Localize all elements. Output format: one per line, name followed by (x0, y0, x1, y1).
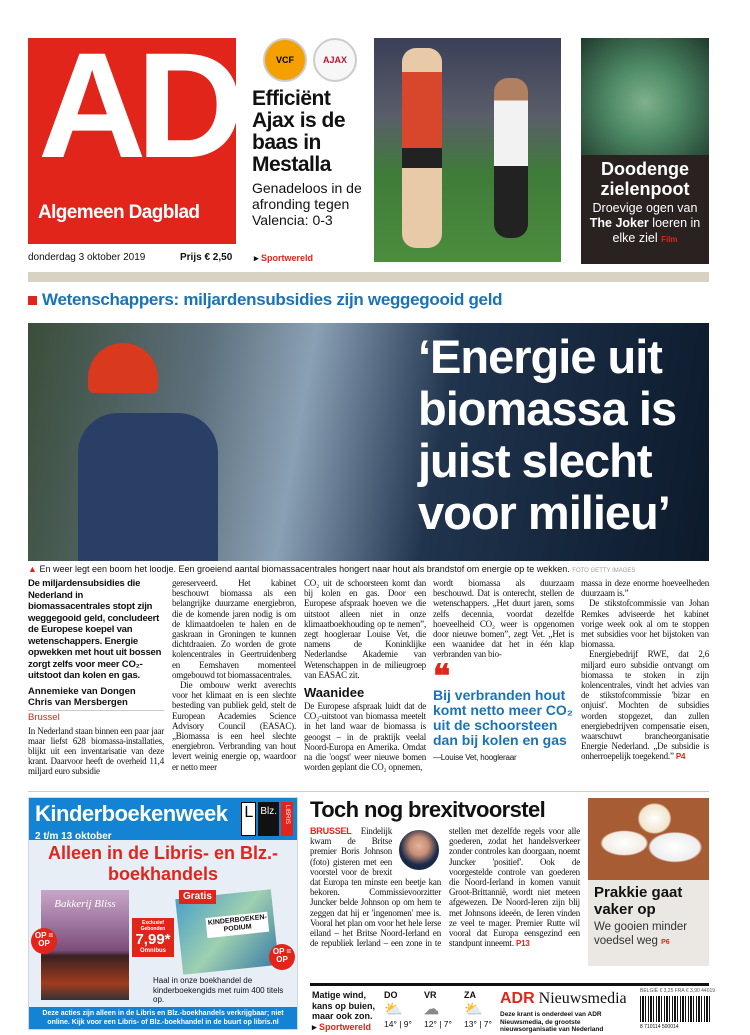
dateline: Brussel (28, 710, 164, 723)
page-ref-link[interactable]: P13 (515, 939, 530, 949)
paragraph: gereserveerd. Het kabinet beschouwt biomassa als een belangrijke duurzame energiebron, die de komende jaren nodig is om de klimaatdoelen te halen en de gaskraan in Groningen te kunnen dichtdraaien. Zo worden de grote kolencentrales in Geertruidenberg en Eemshaven momenteel omgebouwd tot biomassacentrales. (172, 578, 296, 680)
divider-bar (28, 272, 709, 282)
weather-day: DO ⛅ 14° | 9° (384, 990, 422, 1030)
article-intro: De miljardensubsidies die Nederland in biomassacentrales stopt zijn weggegooid geld, concludeert de Europese koepel van wetenschappers. Energie opwekken met hout uit bossen zorgt zelfs voor meer CO₂-uitstoot dan kolen en gas. (28, 578, 162, 681)
ad-logo: AD (38, 21, 235, 189)
adr-block: ADR Nieuwsmedia Deze krant is onderdeel van ADR Nieuwsmedia, de grootste nieuwsorganisatie van Nederland (500, 990, 627, 1033)
article-col-3 (304, 578, 426, 772)
paragraph: In Nederland staan binnen een paar jaar maar liefst 628 biomassa-installaties, blijkt uit een inventarisatie van deze krant. Daarvoor heeft de overheid 11,4 miljard euro subsidie (28, 725, 164, 777)
paragraph: De stikstofcommissie van Johan Remkes adviseerde het kabinet vorige week ook al om te stoppen met subsidies voor het bijstoken van biomassa. (581, 598, 709, 650)
article-headline: Toch nog brexitvoorstel (310, 797, 546, 822)
masthead-logo (28, 21, 236, 244)
barcode-number: 8 710114 500014 (640, 1024, 679, 1030)
headline-quote: ‘Energie uit biomassa is juist slecht voor milieu’ (418, 330, 677, 539)
worker-figure (78, 413, 218, 561)
section-link-sportwereld[interactable]: ▸ Sportwereld (312, 1022, 380, 1033)
price: Prijs € 2,50 (180, 252, 233, 263)
helmet (88, 343, 158, 393)
libris-logo: L (241, 802, 256, 836)
ad-title: Kinderboekenweek (35, 801, 228, 826)
book-cover: Bakkerij Bliss (41, 890, 129, 1000)
issue-date: donderdag 3 oktober 2019 (28, 252, 146, 263)
op-op-badge: OP = OP (31, 928, 57, 954)
hero-photo (28, 323, 709, 561)
top-story-kicker[interactable]: Wetenschappers: miljardensubsidies zijn weggegooid geld (28, 290, 502, 310)
subhead: Waanidee (304, 685, 365, 701)
ajax-logo: AJAX (313, 38, 357, 82)
pull-quote-author: —Louise Vet, hoogleraar (433, 752, 517, 762)
divider (28, 791, 709, 792)
sun-cloud-rain-icon: ⛅ (384, 1001, 403, 1018)
page-ref-link[interactable]: P6 (661, 939, 670, 946)
teaser-headline: Efficiënt Ajax is de baas in Mestalla (252, 87, 346, 176)
libris-logo-vertical: LIBRIS (281, 802, 293, 836)
joker-photo (581, 38, 709, 155)
ad-headline: Alleen in de Libris- en Blz.-boekhandels (47, 843, 279, 884)
football-photo (374, 38, 561, 262)
article-col-1 (28, 578, 164, 777)
op-op-badge: OP = OP (269, 944, 295, 970)
blz-logo: Blz. (258, 802, 279, 836)
paragraph: massa in deze enorme hoeveelheden duurzaam is.” (581, 578, 709, 599)
teaser-joker[interactable] (581, 38, 709, 264)
barcode (640, 996, 710, 1022)
photo-caption: ▲ En weer legt een boom het loodje. Een groeiend aantal biomassacentrales hongert naar hout als brandstof om energie op te wekken. FOTO GETTY IMAGES (28, 564, 636, 574)
teaser-sub: Droevige ogen van The Joker loeren in elke ziel Film (589, 201, 701, 245)
player-figure (402, 48, 442, 248)
paragraph: wordt biomassa als duurzaam beschouwd. Dat is onterecht, stellen de wetenschappers. „Het duurt jaren, soms zelfs decennia, voordat dezelfde hoeveelheid CO₂ weer is opgenomen door nieuwe bomen”, zegt Vet. „Het is een waanidee dat het in één klap verbranden van bio- (433, 578, 574, 660)
teaser-ajax[interactable] (252, 38, 368, 228)
section-link-film[interactable]: Film (661, 235, 678, 244)
player-figure (494, 78, 528, 238)
page-ref-link[interactable]: P4 (675, 752, 686, 762)
article-col-5 (581, 578, 709, 763)
teaser-sub: We gooien minder voedsel weg P6 (594, 921, 688, 947)
ad-footer: Deze acties zijn alleen in de Libris en Blz.-boekhandels verkrijgbaar; niet online. Kijk voor een Libris- of Blz.-boekhandel in de buurt op libris.nl (29, 1007, 297, 1029)
pull-quote: ❝ Bij verbranden hout komt netto meer CO₂ uit de schoorsteen dan bij kolen en gas (433, 657, 574, 748)
paragraph: Energiebedrijf RWE, dat 2,6 miljard euro subsidie ontvangt om biomassa te stoken in zijn kolencentrales, vindt het advies van de stikstofcommissie 'bizar en onjuist'. Mochten de subsidies worden stopgezet, dan zullen energiebedrijven compensatie eisen, waarschuwt brancheorganisatie Energie Nederland. „De subsidie is onherroepelijk toegekend.” P4 (581, 649, 709, 762)
article-body: BRUSSEL Eindelijk kwam de Britse premier Boris Johnson (foto) gisteren met een voorstel voor de brexit dat Europa ten minste een beetje kan bekoren. Commissievoorzitter Juncker belde Johnson op om hem te zeggen dat hij er 'ingenomen' mee is. Vooral het plan om voor het hele Ierse eiland – het Britse Noord-Ierland en de republiek Ierland – een zone in te stellen met dezelfde regels voor alle goederen, zodat het handelsverkeer zonder controles kan doorgaan, noemt Juncker 'positief'. Ook de voorgestelde controle van goederen die Noord-Ierland in komen vanuit Groot-Brittannië, wordt niet meteen afgewezen. De Noord-Ieren zijn blij met Johnsons ideeën, de Ieren vinden ze veel te mager. Premier Rutte wil vooral dat Europa eensgezind een standpunt inneemt. P13 (310, 826, 580, 949)
paragraph: Die ombouw werkt averechts voor het klimaat en is een slechte besteding van publiek geld, stelt de European Academies Science Advisory Council (EASAC). „Biomassa is een heel slechte energiebron. Verbranding van hout levert weinig energie op, waardoor er netto meer (172, 680, 296, 772)
weather-summary: Matige wind, kans op buien, maar ook zon. ▸ Sportwereld (312, 990, 380, 1032)
weather-day: VR ☁ 12° | 7° (424, 990, 462, 1030)
plates-photo (588, 798, 709, 880)
valencia-logo: VCF (263, 38, 307, 82)
article-col-2 (172, 578, 296, 772)
paper-name: Algemeen Dagblad (38, 202, 200, 223)
article-col-4 (433, 578, 574, 763)
teaser-prakkie[interactable] (588, 798, 709, 966)
adr-logo: ADR (500, 990, 535, 1007)
advertisement-kinderboekenweek[interactable] (28, 797, 298, 1030)
gratis-badge: Gratis (179, 890, 216, 904)
weather-day: ZA ⛅ 13° | 7° (464, 990, 502, 1030)
paragraph: CO₂ uit de schoorsteen komt dan bij kolen en gas. Door een Europese afspraak hoeven we die uitstoot alleen niet in onze klimaatboekhouding op te nemen”, zegt hoogleraar Louise Vet, die namens de Koninklijke Nederlandse Akademie van Wetenschappen in de milieugroep van EASAC zit. (304, 578, 426, 680)
magazine-cover: KINDERBOEKEN-PODIUM (175, 889, 278, 975)
quote-mark-icon: ❝ (433, 657, 451, 694)
price-tag: Exclusief Gebonden 7,99* Omnibus (132, 918, 174, 957)
teaser-sub: Genadeloos in de afronding tegen Valencia: 0-3 (252, 180, 362, 228)
brexit-article[interactable] (310, 797, 580, 949)
paragraph: De Europese afspraak luidt dat de CO₂-uitstoot van biomassa meetelt in het land waar de biomassa is geoogst – in de praktijk veelal Noord-Europa en Amerika. Omdat na die 'oogst' weer nieuwe bomen worden geplant die CO₂ opnemen, (304, 701, 426, 773)
section-link-sportwereld[interactable]: ▸ Sportwereld (254, 253, 313, 264)
boris-johnson-photo (397, 828, 441, 872)
teaser-headline: Doodenge zielenpoot (600, 159, 690, 199)
foreign-prices: BELGIË € 3,25 FRA € 3,90 44019 (640, 988, 716, 994)
divider-bar (310, 983, 709, 986)
ad-dates: 2 t/m 13 oktober (35, 831, 112, 842)
sun-cloud-icon: ⛅ (464, 1001, 483, 1018)
rain-cloud-icon: ☁ (424, 1001, 439, 1018)
triangle-icon: ▲ (28, 564, 37, 574)
byline: Annemieke van Dongen Chris van Mersbergen (28, 685, 136, 708)
square-bullet-icon (28, 296, 37, 305)
ad-text: Haal in onze boekhandel de kinderboekengids met ruim 400 titels op. (153, 976, 284, 1004)
teaser-headline: Prakkie gaat vaker op (594, 884, 683, 918)
